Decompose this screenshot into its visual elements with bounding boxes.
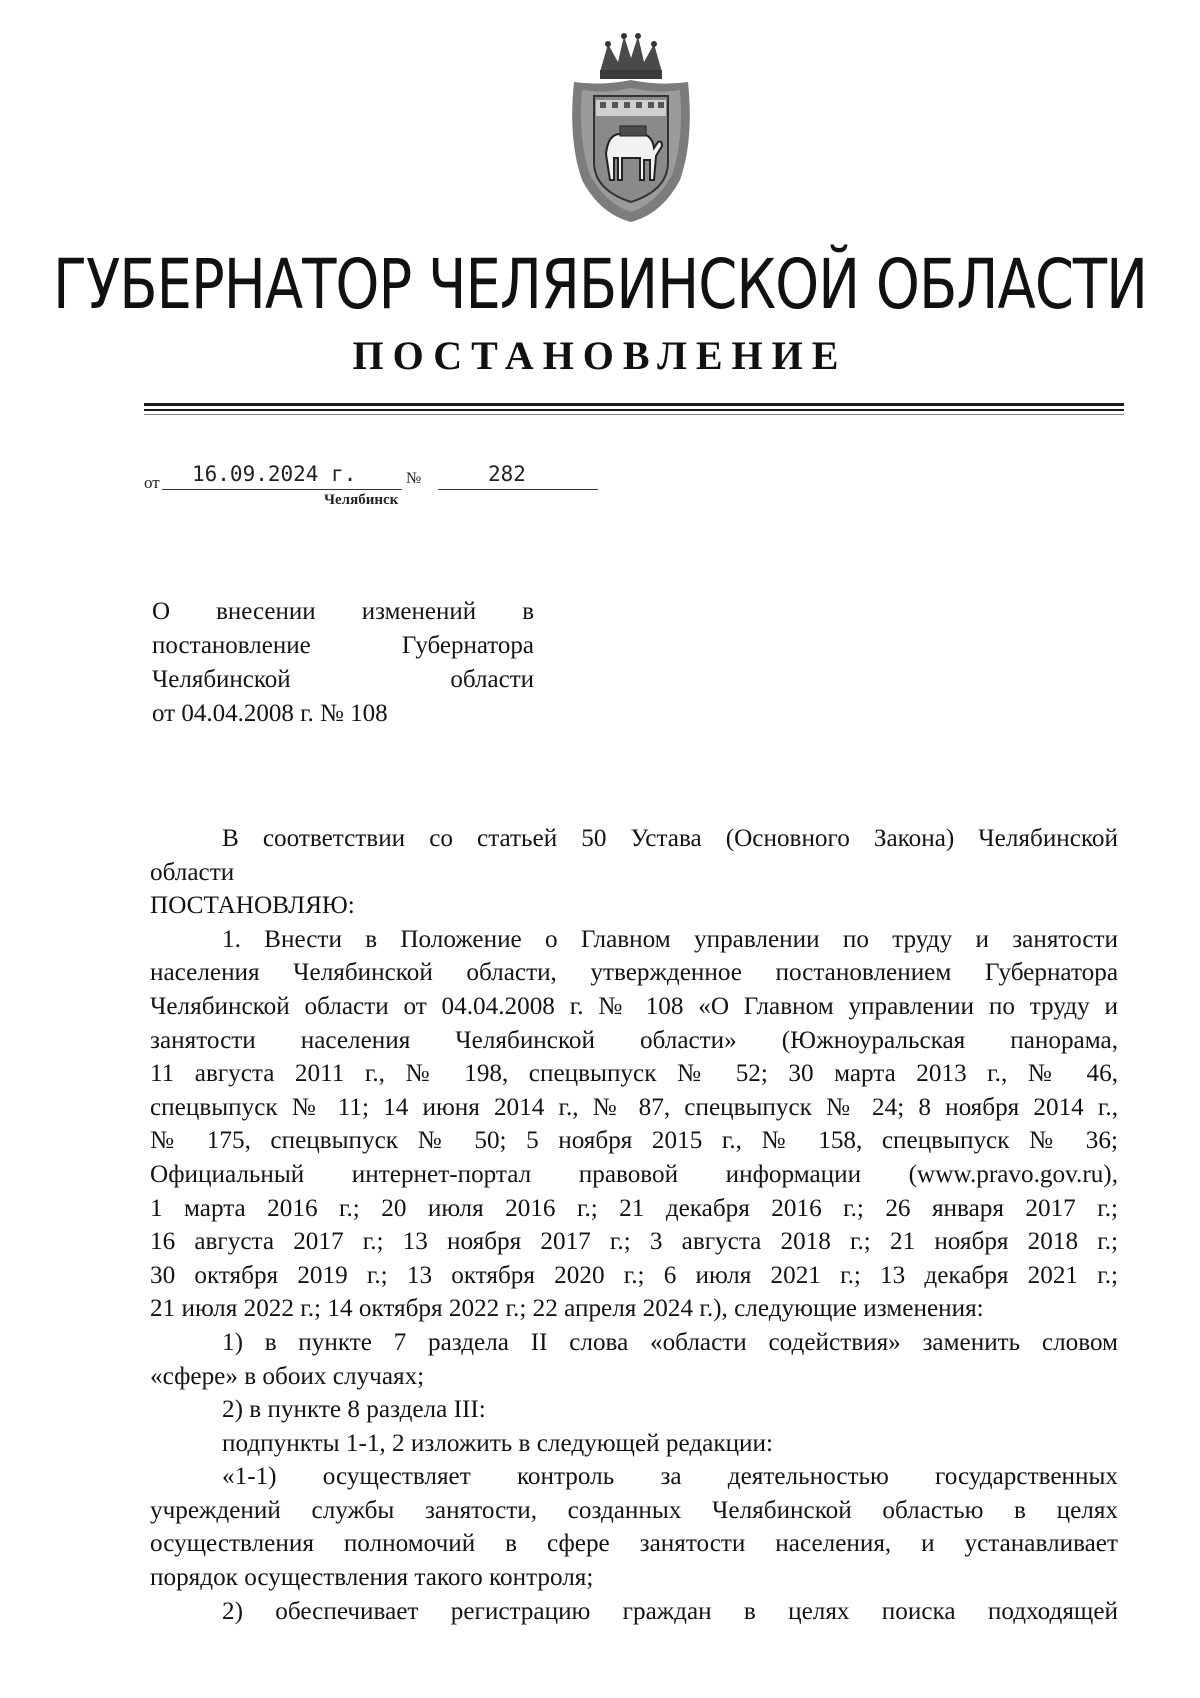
body-line: населения Челябинской области, утвержденное постановлением Губернатора — [150, 959, 1118, 987]
body-line: подпункты 1-1, 2 изложить в следующей редакции: — [222, 1429, 774, 1457]
body-line: ПОСТАНОВЛЯЮ: — [150, 892, 355, 920]
header-divider — [144, 409, 1124, 411]
subject-line: О внесении изменений в — [152, 598, 534, 625]
date-underline — [162, 489, 402, 490]
body-line: Челябинской области от 04.04.2008 г. № 108 «О Главном управлении по труду и — [150, 992, 1118, 1020]
body-line: 1 марта 2016 г.; 20 июля 2016 г.; 21 декабря 2016 г.; 26 января 2017 г.; — [150, 1194, 1118, 1222]
subject-line: от 04.04.2008 г. № 108 — [152, 700, 388, 727]
coat-of-arms-icon — [560, 30, 702, 225]
body-line: спецвыпуск № 11; 14 июня 2014 г., № 87, спецвыпуск № 24; 8 ноября 2014 г., — [150, 1093, 1118, 1121]
body-line: «сфере» в обоих случаях; — [150, 1362, 425, 1390]
subject-line: Челябинской области — [152, 666, 534, 693]
body-line: области — [150, 858, 235, 886]
date-label: от — [144, 473, 160, 492]
body-line: 11 августа 2011 г., № 198, спецвыпуск № 52; 30 марта 2013 г., № 46, — [150, 1060, 1118, 1088]
document-number: 282 — [488, 462, 526, 486]
body-line: осуществления полномочий в сфере занятости населения, и устанавливает — [150, 1530, 1118, 1558]
document-details — [144, 462, 604, 512]
subject-line: постановление Губернатора — [152, 632, 534, 659]
body-line: В соответствии со статьей 50 Устава (Основного Закона) Челябинской — [222, 825, 1118, 852]
body-line: «1-1) осуществляет контроль за деятельностью государственных — [222, 1463, 1118, 1491]
body-line: 30 октября 2019 г.; 13 октября 2020 г.; 6 июля 2021 г.; 13 декабря 2021 г.; — [150, 1261, 1118, 1289]
body-line: 16 августа 2017 г.; 13 ноября 2017 г.; 3 августа 2018 г.; 21 ноября 2018 г.; — [150, 1228, 1118, 1256]
document-date: 16.09.2024 г. — [192, 462, 357, 486]
body-line: 1. Внести в Положение о Главном управлении по труду и занятости — [222, 925, 1118, 953]
number-underline — [438, 489, 598, 490]
number-label: № — [406, 470, 422, 487]
body-line: учреждений службы занятости, созданных Челябинской областью в целях — [150, 1496, 1118, 1524]
city-name: Челябинск — [324, 492, 399, 508]
body-line: 1) в пункте 7 раздела II слова «области содействия» заменить словом — [222, 1328, 1118, 1356]
header-divider — [144, 403, 1124, 406]
issuing-authority: ГУБЕРНАТОР ЧЕЛЯБИНСКОЙ ОБЛАСТИ — [52, 246, 1148, 326]
body-line: порядок осуществления такого контроля; — [150, 1564, 594, 1592]
body-line: занятости населения Челябинской области» (Южноуральская панорама, — [150, 1026, 1118, 1054]
body-line: Официальный интернет-портал правовой информации (www.pravo.gov.ru), — [150, 1160, 1118, 1188]
body-line: 21 июля 2022 г.; 14 октября 2022 г.; 22 апреля 2024 г.), следующие изменения: — [150, 1295, 984, 1323]
document-subject — [152, 595, 534, 731]
body-line: № 175, спецвыпуск № 50; 5 ноября 2015 г., № 158, спецвыпуск № 36; — [150, 1127, 1118, 1155]
document-type: ПОСТАНОВЛЕНИЕ — [352, 333, 848, 378]
body-line: 2) обеспечивает регистрацию граждан в целях поиска подходящей — [222, 1597, 1118, 1625]
header-divider — [144, 414, 1124, 415]
document-body — [150, 822, 1118, 1628]
body-line: 2) в пункте 8 раздела III: — [222, 1396, 486, 1424]
